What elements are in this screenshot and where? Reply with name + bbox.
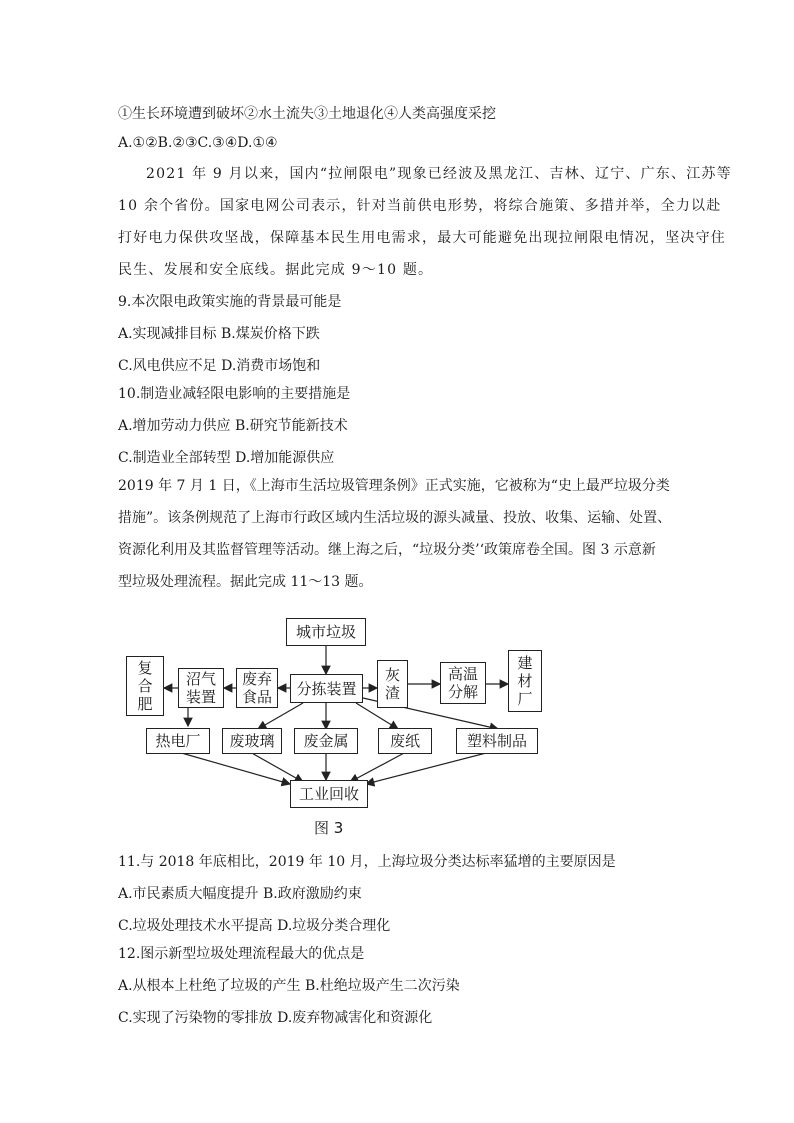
passage-line: 民生、发展和安全底线。据此完成 9～10 题。	[118, 262, 434, 278]
question-stem: 10.制造业减轻限电影响的主要措施是	[118, 386, 351, 402]
fertilizer-char: 合	[137, 677, 153, 695]
question-options: C.垃圾处理技术水平提高 D.垃圾分类合理化	[118, 918, 391, 934]
building-char: 建	[517, 654, 533, 672]
waste-paper-box	[378, 728, 432, 754]
arrow-thermal-to-recycling	[178, 752, 290, 784]
question-options: C.风电供应不足 D.消费市场饱和	[118, 358, 321, 374]
fertilizer-char: 复	[137, 659, 153, 677]
food-waste-line: 食品	[241, 688, 272, 706]
ash-char: 渣	[384, 684, 400, 702]
building-char: 材	[517, 672, 533, 690]
question-options: C.制造业全部转型 D.增加能源供应	[118, 450, 335, 466]
city-waste-box	[286, 618, 366, 646]
waste-paper-label: 废纸	[389, 732, 420, 750]
food-waste-box	[236, 668, 278, 708]
question-11	[118, 846, 680, 942]
figure-caption: 图 3	[314, 819, 344, 837]
food-waste-line: 废弃	[241, 670, 272, 688]
biogas-line: 沼气	[185, 670, 216, 688]
fertilizer-char: 肥	[137, 695, 153, 713]
top-answer-line: A.①②B.②③C.③④D.①④	[118, 135, 278, 151]
question-options: C.实现了污染物的零排放 D.废弃物减害化和资源化	[118, 1010, 433, 1026]
passage-garbage-sorting	[118, 470, 680, 598]
passage-power-limit	[118, 158, 732, 286]
passage-line: 型垃圾处理流程。据此完成 11～13 题。	[118, 574, 373, 590]
compound-fertilizer-box	[126, 656, 164, 716]
building-char: 厂	[517, 690, 533, 708]
arrow-plastic-to-recycling	[366, 752, 490, 784]
question-stem: 12.图示新型垃圾处理流程最大的优点是	[118, 946, 365, 962]
industrial-recycling-box	[290, 780, 368, 808]
waste-glass-box	[222, 728, 282, 754]
biogas-device-box	[178, 668, 224, 708]
industrial-recycling-label: 工业回收	[298, 785, 359, 803]
thermal-plant-box	[146, 728, 210, 754]
question-options: A.市民素质大幅度提升 B.政府激励约束	[118, 886, 362, 902]
city-waste-label: 城市垃圾	[295, 623, 356, 641]
plastic-products-label: 塑料制品	[466, 732, 527, 750]
question-stem: 9.本次限电政策实施的背景最可能是	[118, 294, 342, 310]
waste-metal-label: 废金属	[303, 732, 349, 750]
arrow-glass-to-recycling	[250, 752, 303, 782]
building-materials-box	[508, 650, 542, 712]
arrow-paper-to-recycling	[350, 752, 406, 782]
high-temp-line: 分解	[447, 683, 478, 701]
question-stem: 11.与 2018 年底相比，2019 年 10 月，上海垃圾分类达标率猛增的主要原因是	[118, 854, 616, 870]
waste-process-diagram	[118, 612, 558, 842]
high-temp-line: 高温	[447, 665, 478, 683]
passage-line: 打好电力保供攻坚战，保障基本民生用电需求，最大可能避免出现拉闸限电情况，坚决守住	[118, 230, 726, 246]
passage-line: 10 余个省份。国家电网公司表示，针对当前供电形势，将综合施策、多措并举，全力以赴	[118, 198, 722, 214]
high-temp-box	[440, 662, 486, 704]
question-12	[118, 938, 680, 1034]
waste-metal-box	[294, 728, 358, 754]
waste-glass-label: 废玻璃	[229, 732, 275, 750]
question-options: A.增加劳动力供应 B.研究节能新技术	[118, 418, 348, 434]
plastic-products-box	[456, 728, 538, 754]
thermal-plant-label: 热电厂	[155, 732, 201, 750]
question-10	[118, 378, 680, 474]
biogas-line: 装置	[185, 688, 216, 706]
passage-line: 措施”。该条例规范了上海市行政区域内生活垃圾的源头减量、投放、收集、运输、处置、	[118, 510, 672, 526]
sorting-device-box	[290, 674, 363, 703]
ash-char: 灰	[384, 666, 400, 684]
sorting-device-label: 分拣装置	[296, 679, 357, 698]
ash-box	[377, 660, 408, 708]
question-options: A.从根本上杜绝了垃圾的产生 B.杜绝垃圾产生二次污染	[118, 978, 460, 994]
top-options-line: ①生长环境遭到破坏②水土流失③土地退化④人类高强度采挖	[118, 106, 496, 122]
passage-line: 资源化利用及其监督管理等活动。继上海之后，“垃圾分类’‘政策席卷全国。图 3 示意新	[118, 542, 656, 558]
question-options: A.实现减排目标 B.煤炭价格下跌	[118, 326, 320, 342]
passage-line: 2019 年 7 月 1 日，《上海市生活垃圾管理条例》正式实施，它被称为“史上最严垃圾分类	[118, 478, 670, 494]
passage-line: 2021 年 9 月以来，国内“拉闸限电”现象已经波及黑龙江、吉林、辽宁、广东、江苏等	[146, 166, 732, 182]
question-9	[118, 286, 680, 382]
